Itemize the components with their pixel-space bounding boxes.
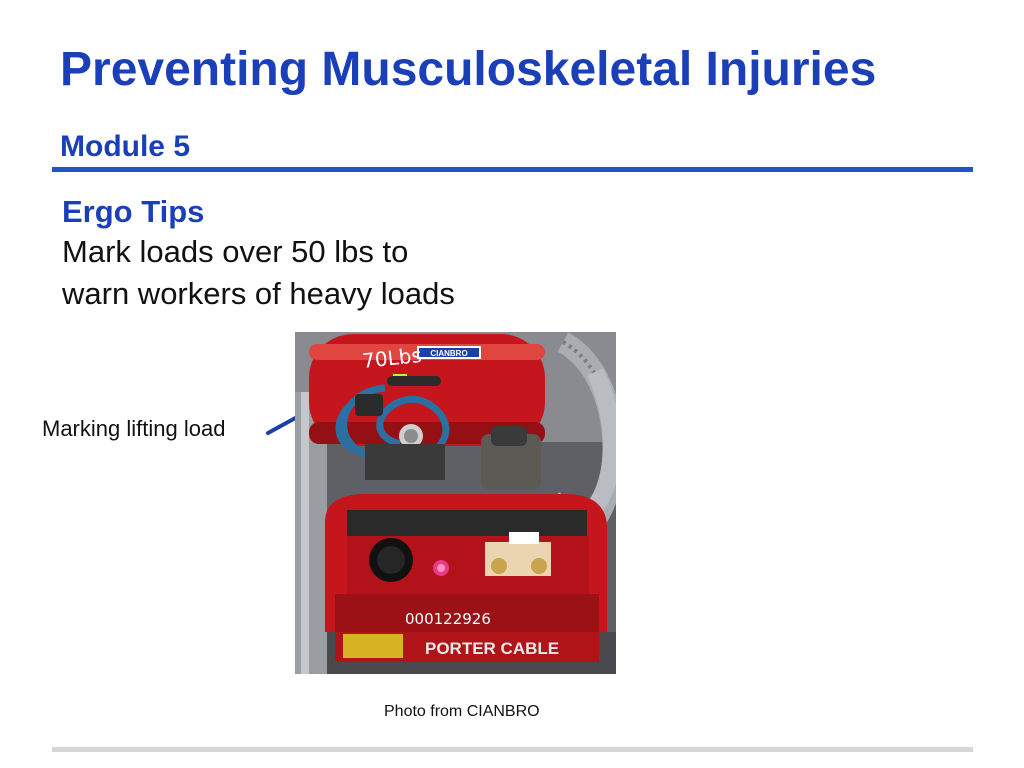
- slide-subtitle: Module 5: [60, 130, 191, 163]
- photo-asset-number: 000122926: [405, 610, 491, 628]
- callout-label: Marking lifting load: [42, 416, 226, 441]
- photo-credit: Photo from CIANBRO: [384, 703, 540, 720]
- compressor-photo: [295, 332, 616, 674]
- tips-heading: Ergo Tips: [62, 194, 205, 229]
- photo-badge-text: CIANBRO: [430, 349, 468, 358]
- photo-weight-marking: 70Lbs: [361, 342, 423, 373]
- slide-title: Preventing Musculoskeletal Injuries: [60, 43, 877, 96]
- footer-divider: [52, 747, 973, 752]
- tips-text-line-1: Mark loads over 50 lbs to: [62, 234, 409, 269]
- photo-maker-logo: PORTER CABLE: [425, 639, 560, 658]
- tips-text-line-2: warn workers of heavy loads: [62, 276, 455, 311]
